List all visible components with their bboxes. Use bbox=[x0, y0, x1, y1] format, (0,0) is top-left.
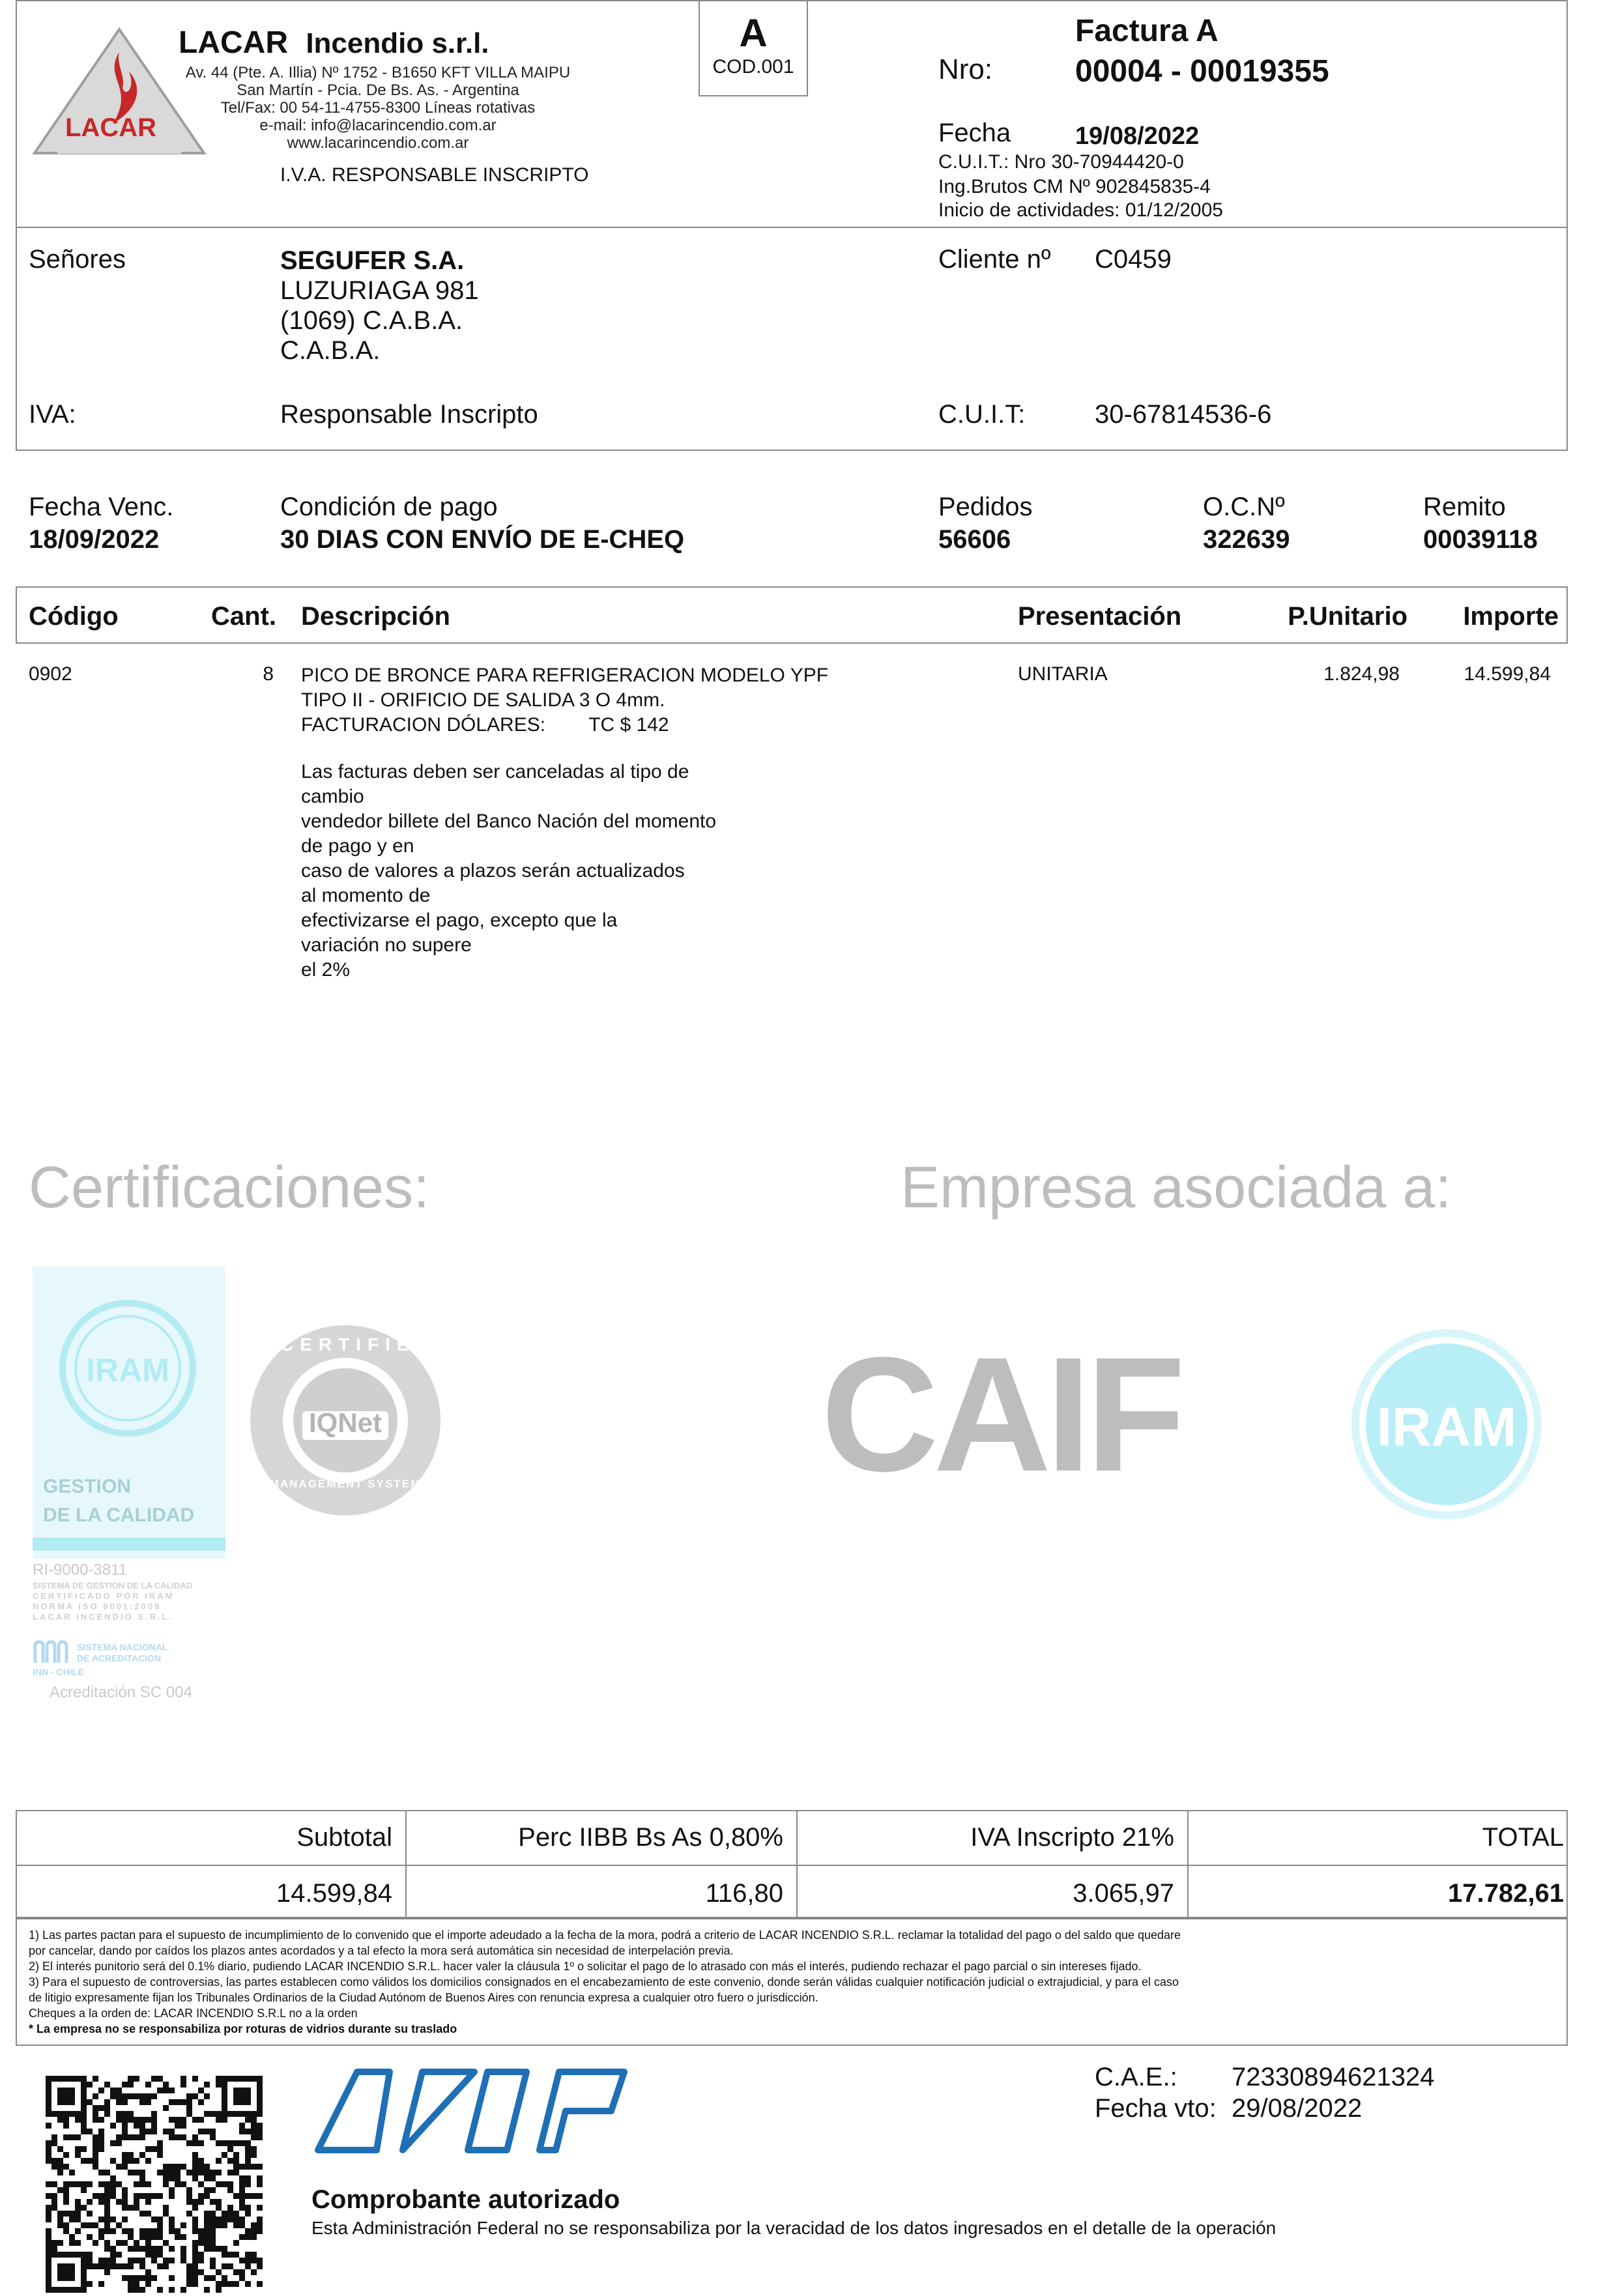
fecha-venc-value: 18/09/2022 bbox=[29, 525, 160, 554]
inn-text: INN - CHILE bbox=[33, 1667, 84, 1677]
note-line: vendedor billete del Banco Nación del momento bbox=[301, 811, 717, 832]
legal-line: Cheques a la orden de: LACAR INCENDIO S.R.L no a la orden bbox=[29, 2007, 358, 2020]
condicion-value: 30 DIAS CON ENVÍO DE E-CHEQ bbox=[280, 525, 685, 554]
client-box bbox=[16, 227, 1568, 451]
client-address-2: (1069) C.A.B.A. bbox=[280, 306, 463, 335]
legal-line: de litigio expresamente fijan los Tribunales Ordinarios de la Ciudad Autónom de Buenos Aires con renuncia expresa a cualquier otro fuero o jurisdicción. bbox=[29, 1991, 818, 2004]
iram-cert-strip bbox=[33, 1538, 225, 1551]
legal-line: 3) Para el supuesto de controversias, las partes establecen como válidos los domicilios consignados en el encabezamiento de este convenio, donde serán válidas cualquier notificación judicial o extrajudicial, y para el caso bbox=[29, 1975, 1179, 1988]
fecha-label: Fecha bbox=[938, 119, 1011, 147]
note-line: al momento de bbox=[301, 885, 431, 906]
qr-pattern bbox=[46, 2076, 263, 2293]
comprobante-autorizado: Comprobante autorizado bbox=[311, 2185, 620, 2214]
oc-label: O.C.Nº bbox=[1203, 493, 1285, 521]
totals-value-iibb: 116,80 bbox=[705, 1879, 783, 1908]
cae-label: C.A.E.: bbox=[1095, 2063, 1177, 2091]
row-cant: 8 bbox=[263, 663, 274, 685]
sna-line: SISTEMA NACIONAL bbox=[77, 1642, 168, 1652]
totals-header-total: TOTAL bbox=[1482, 1823, 1564, 1852]
totals-divider-v1 bbox=[405, 1810, 407, 1918]
caption-line: DE LA CALIDAD bbox=[43, 1504, 195, 1526]
nro-label: Nro: bbox=[938, 53, 993, 85]
cliente-label: Cliente nº bbox=[938, 245, 1051, 274]
client-name: SEGUFER S.A. bbox=[280, 246, 465, 275]
table-row bbox=[0, 663, 1616, 741]
descripcion-line: PICO DE BRONCE PARA REFRIGERACION MODELO YPF bbox=[301, 665, 829, 686]
address-line: Av. 44 (Pte. A. Illia) Nº 1752 - B1650 KFT VILLA MAIPU bbox=[185, 64, 571, 81]
row-descripcion bbox=[301, 663, 828, 738]
col-importe: Importe bbox=[1463, 602, 1559, 631]
iram-cert-logo-text: IRAM bbox=[86, 1352, 169, 1388]
logo-text: LACAR bbox=[65, 113, 156, 142]
email-line: e-mail: info@lacarincendio.com.ar bbox=[259, 117, 497, 134]
row-punitario: 1.824,98 bbox=[1323, 663, 1400, 685]
inicio-line: Inicio de actividades: 01/12/2005 bbox=[938, 199, 1223, 221]
small-line: NORMA ISO 9001:2008 bbox=[33, 1601, 162, 1611]
iva-value: Responsable Inscripto bbox=[280, 400, 538, 429]
legal-line: por cancelar, dando por caídos los plazos antes acordados y a tal efecto la mora será automática sin necesidad de interpelación previa. bbox=[29, 1944, 734, 1957]
invoice-title: Factura A bbox=[1075, 14, 1219, 48]
vto-label: Fecha vto: bbox=[1095, 2094, 1217, 2123]
client-cuit-value: 30-67814536-6 bbox=[1095, 400, 1272, 429]
small-line: SISTEMA DE GESTION DE LA CALIDAD bbox=[33, 1581, 193, 1590]
iram-caption bbox=[43, 1472, 194, 1530]
certifications-title: Certificaciones: bbox=[29, 1155, 430, 1220]
client-cuit-label: C.U.I.T: bbox=[938, 400, 1026, 429]
company-name-main: LACAR bbox=[179, 25, 288, 60]
afip-disclaimer: Esta Administración Federal no se responsabiliza por la veracidad de los datos ingresados en el detalle de la operación bbox=[311, 2218, 1277, 2238]
row-importe: 14.599,84 bbox=[1464, 663, 1551, 685]
col-punitario: P.Unitario bbox=[1288, 602, 1407, 631]
note-line: variación no supere bbox=[301, 934, 472, 956]
col-presentacion: Presentación bbox=[1018, 602, 1182, 631]
col-cant: Cant. bbox=[211, 602, 276, 631]
doc-code: COD.001 bbox=[712, 56, 794, 78]
pedidos-value: 56606 bbox=[938, 525, 1011, 554]
pedidos-label: Pedidos bbox=[938, 493, 1033, 521]
iqnet-ring-top: CERTIFIED bbox=[280, 1334, 435, 1355]
note-line: el 2% bbox=[301, 959, 351, 981]
note-line: Las facturas deben ser canceladas al tipo de bbox=[301, 761, 689, 782]
totals-divider-v2 bbox=[796, 1810, 798, 1918]
remito-value: 00039118 bbox=[1423, 525, 1538, 554]
cae-value: 72330894621324 bbox=[1232, 2063, 1435, 2091]
totals-header-subtotal: Subtotal bbox=[296, 1823, 392, 1852]
iram-small-text bbox=[33, 1581, 192, 1622]
remito-label: Remito bbox=[1423, 493, 1506, 521]
sna-line: DE ACREDITACION bbox=[77, 1653, 162, 1663]
note-line: de pago y en bbox=[301, 835, 414, 857]
qr-code bbox=[46, 2076, 263, 2293]
col-descripcion: Descripción bbox=[301, 602, 450, 631]
iram-assoc-text: IRAM bbox=[1376, 1396, 1517, 1457]
descripcion-line: TIPO II - ORIFICIO DE SALIDA 3 O 4mm. bbox=[301, 689, 665, 711]
company-name-suffix: Incendio s.r.l. bbox=[306, 27, 489, 59]
cuit-line: C.U.I.T.: Nro 30-70944420-0 bbox=[938, 151, 1184, 173]
col-codigo: Código bbox=[29, 602, 119, 631]
note-line: efectivizarse el pago, excepto que la bbox=[301, 910, 618, 931]
oc-value: 322639 bbox=[1203, 525, 1290, 554]
condicion-label: Condición de pago bbox=[280, 493, 498, 521]
associated-title: Empresa asociada a: bbox=[901, 1155, 1452, 1220]
iqnet-text: IQNet bbox=[308, 1407, 382, 1438]
totals-header-iva: IVA Inscripto 21% bbox=[970, 1823, 1174, 1852]
sna-text bbox=[77, 1642, 167, 1664]
cliente-value: C0459 bbox=[1095, 245, 1172, 274]
fecha-venc-label: Fecha Venc. bbox=[29, 493, 174, 521]
iva-status: I.V.A. RESPONSABLE INSCRIPTO bbox=[280, 164, 589, 186]
client-address-3: C.A.B.A. bbox=[280, 336, 381, 365]
descripcion-line: FACTURACION DÓLARES: TC $ 142 bbox=[301, 714, 669, 736]
invoice-number: 00004 - 00019355 bbox=[1075, 54, 1329, 89]
row-presentacion: UNITARIA bbox=[1018, 663, 1108, 685]
afip-logo bbox=[311, 2065, 637, 2157]
legal-text bbox=[29, 1927, 1553, 2037]
totals-divider-h bbox=[16, 1865, 1568, 1866]
address-line: Tel/Fax: 00 54-11-4755-8300 Líneas rotativas bbox=[220, 99, 536, 117]
ingbrutos-line: Ing.Brutos CM Nº 902845835-4 bbox=[938, 176, 1211, 197]
legal-bold-line: * La empresa no se responsabiliza por roturas de vidrios durante su traslado bbox=[29, 2022, 457, 2035]
note-line: caso de valores a plazos serán actualizados bbox=[301, 860, 685, 882]
payment-note bbox=[301, 760, 716, 983]
note-line: cambio bbox=[301, 786, 364, 807]
totals-header-iibb: Perc IIBB Bs As 0,80% bbox=[518, 1823, 783, 1852]
acreditacion: Acreditación SC 004 bbox=[50, 1684, 192, 1701]
doc-letter: A bbox=[739, 11, 768, 55]
ri-number: RI-9000-3811 bbox=[33, 1561, 127, 1579]
address-line: San Martín - Pcia. De Bs. As. - Argentina bbox=[237, 81, 519, 99]
fecha-value: 19/08/2022 bbox=[1075, 122, 1200, 150]
totals-divider-v3 bbox=[1187, 1810, 1189, 1918]
iva-label: IVA: bbox=[29, 400, 76, 429]
legal-line: 2) El interés punitorio será del 0.1% diario, pudiendo LACAR INCENDIO S.R.L. hacer valer la cláusula 1º o solicitar el pago de lo atrasado con más el interés, pudiendo rechazar el pago parcial o sin intereses fijado. bbox=[29, 1960, 1142, 1973]
totals-value-total: 17.782,61 bbox=[1448, 1879, 1564, 1908]
small-line: CERTIFICADO POR IRAM bbox=[33, 1591, 175, 1601]
caption-line: GESTION bbox=[43, 1476, 132, 1497]
company-address bbox=[163, 64, 593, 152]
vto-value: 29/08/2022 bbox=[1232, 2094, 1363, 2123]
caif-logo: CAIF bbox=[821, 1323, 1181, 1505]
inn-chile-logo bbox=[33, 1639, 72, 1665]
small-line: LACAR INCENDIO S.R.L. bbox=[33, 1612, 174, 1622]
web-line: www.lacarincendio.com.ar bbox=[287, 134, 469, 152]
senores-label: Señores bbox=[29, 245, 126, 274]
client-address-1: LUZURIAGA 981 bbox=[280, 276, 479, 305]
row-codigo: 0902 bbox=[29, 663, 72, 685]
company-name bbox=[179, 25, 489, 61]
totals-value-subtotal: 14.599,84 bbox=[276, 1879, 392, 1908]
iqnet-ring-bottom: MANAGEMENT SYSTEM bbox=[269, 1478, 422, 1490]
totals-value-iva: 3.065,97 bbox=[1073, 1879, 1174, 1908]
legal-line: 1) Las partes pactan para el supuesto de incumplimiento de lo convenido que el importe adeudado a la fecha de la mora, podrá a criterio de LACAR INCENDIO S.R.L. reclamar la totalidad del pago o del saldo que quedare bbox=[29, 1929, 1181, 1942]
